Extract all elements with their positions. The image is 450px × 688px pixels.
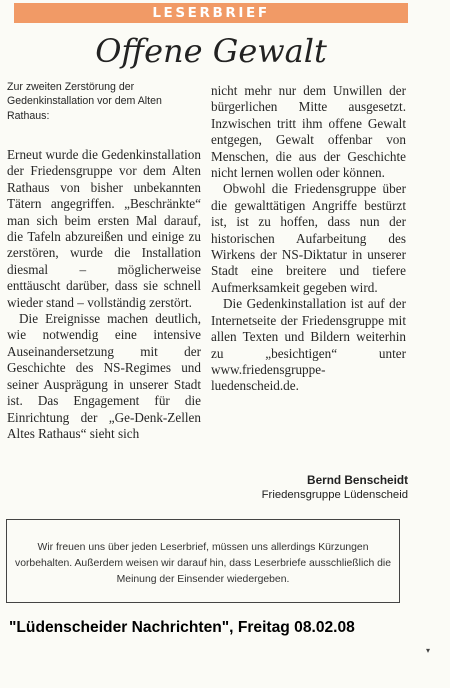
article-paragraph: Obwohl die Friedensgruppe über die gewalttätigen Angriffe bestürzt ist, ist zu hoffen, dass nun der historischen Aufarbeitung des Wirkens der NS-Diktatur in unserer Stadt eine breitere und tiefere Aufmerksamkeit gegeben wird. <box>211 181 406 295</box>
section-banner <box>14 3 408 23</box>
editorial-notice-box <box>6 519 400 603</box>
article-column-left <box>7 147 201 442</box>
article-paragraph: Die Gedenkinstallation ist auf der Internetseite der Friedensgruppe mit allen Texten und Bildern weiterhin zu „besichtigen“ unter www.friedensgruppe-luedenscheid.de. <box>211 296 406 394</box>
author-organization: Friedensgruppe Lüdenscheid <box>261 489 408 501</box>
article-column-right <box>211 83 406 395</box>
editorial-notice-text: Wir freuen uns über jeden Leserbrief, müssen uns allerdings Kürzungen vorbehalten. Außerdem weisen wir darauf hin, dass Leserbriefe ausschließlich die Meinung der Einsender wiedergeben. <box>15 542 391 585</box>
author-name: Bernd Benscheidt <box>307 473 408 487</box>
article-headline: Offene Gewalt <box>95 32 327 70</box>
article-intro: Zur zweiten Zerstörung der Gedenkinstallation vor dem Alten Rathaus: <box>7 81 162 122</box>
article-paragraph: Erneut wurde die Gedenkinstallation der Friedensgruppe vor dem Alten Rathaus von bisher unbekannten Tätern angegriffen. „Beschränkte“ man sich beim ersten Mal darauf, die Tafeln abzureißen und einige zu zerstören, wurde die Installation diesmal – möglicherweise enttäuscht darüber, dass sie schnell wieder stand – vollständig zerstört. <box>7 147 201 310</box>
article-paragraph: Die Ereignisse machen deutlich, wie notwendig eine intensive Auseinandersetzung mit der Geschichte des NS-Regimes und seiner Ausprägung in unserer Stadt ist. Das Engagement für die Einrichtung der „Ge-Denk-Zellen Altes Rathaus“ sieht sich <box>7 311 201 441</box>
source-caption: "Lüdenscheider Nachrichten", Freitag 08.02.08 <box>9 619 355 636</box>
section-label: LESERBRIEF <box>152 5 270 21</box>
corner-mark: ▾ <box>426 646 431 655</box>
article-paragraph: nicht mehr nur dem Unwillen der bürgerlichen Mitte ausgesetzt. Inzwischen tritt ihm offene Gewalt entgegen, Gewalt offenbar von Menschen, die aus der Geschichte nicht lernen wollen oder können. <box>211 83 406 181</box>
